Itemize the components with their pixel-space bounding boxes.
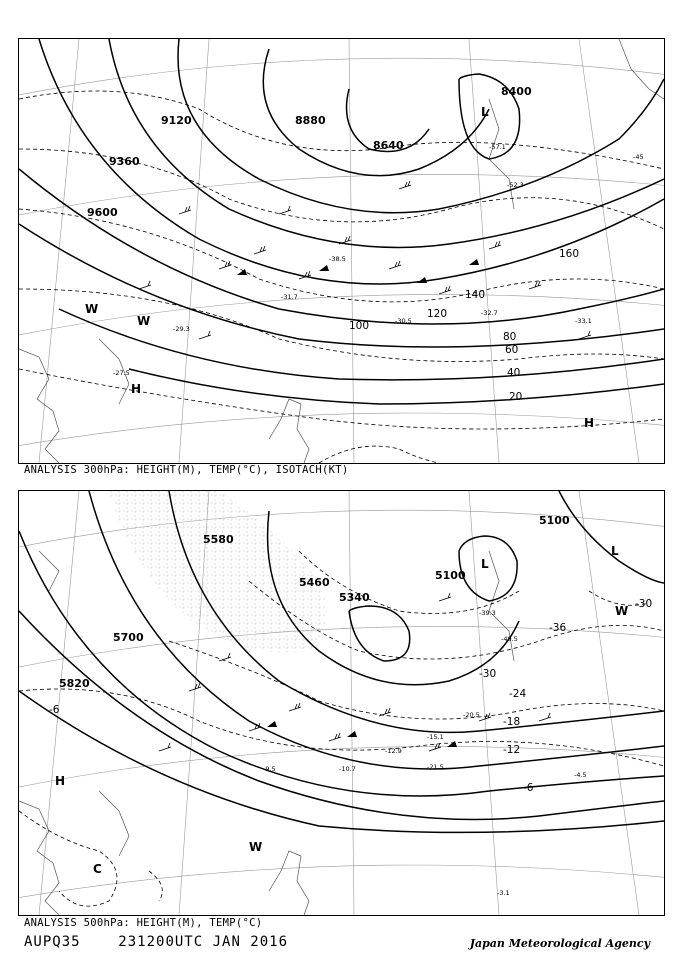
station-obs: -12.9 xyxy=(385,747,402,755)
isotach-label: 120 xyxy=(427,308,448,320)
warm-marker: W xyxy=(615,604,629,618)
station-obs: -38.5 xyxy=(329,255,346,263)
station-obs: -57.1 xyxy=(489,143,506,151)
station-obs: -40.5 xyxy=(501,635,518,643)
isotach-label: 20 xyxy=(509,391,523,403)
isotherm-label: -24 xyxy=(509,688,527,700)
chart-id: AUPQ35 xyxy=(24,934,81,950)
warm-marker: W xyxy=(249,840,263,854)
isotach-label: 100 xyxy=(349,320,370,332)
warm-marker: W xyxy=(85,302,99,316)
height-label: 5100 xyxy=(539,514,570,527)
valid-time: 231200UTC JAN 2016 xyxy=(118,934,289,950)
station-obs: -20.5 xyxy=(463,711,480,719)
panel-caption-500hpa: ANALYSIS 500hPa: HEIGHT(M), TEMP(°C) xyxy=(24,917,263,929)
isotach-label: 60 xyxy=(505,344,519,356)
height-label: 8640 xyxy=(373,139,404,152)
high-pressure-marker: H xyxy=(131,382,142,396)
warm-marker: W xyxy=(137,314,151,328)
height-label: 5580 xyxy=(203,533,234,546)
height-label: 8400 xyxy=(501,85,532,98)
hatched-region xyxy=(109,491,327,653)
low-pressure-marker: L xyxy=(481,105,489,119)
high-pressure-marker: H xyxy=(584,416,595,430)
station-obs: -4.5 xyxy=(574,771,587,779)
station-obs: -32.7 xyxy=(481,309,498,317)
height-label: 5100 xyxy=(435,569,466,582)
station-obs: -10.7 xyxy=(339,765,356,773)
station-obs: -31.7 xyxy=(281,293,298,301)
isotherm-label: -30 xyxy=(479,668,497,680)
chart-header xyxy=(24,934,288,950)
isotherm-lines xyxy=(19,91,664,463)
station-obs: -45 xyxy=(633,153,644,161)
height-label: 5700 xyxy=(113,631,144,644)
isotherm-label: -6 xyxy=(523,782,534,794)
isotach-label: 160 xyxy=(559,248,580,260)
station-obs: -27.5 xyxy=(113,369,130,377)
low-pressure-marker: L xyxy=(481,557,489,571)
height-label: 5340 xyxy=(339,591,370,604)
height-label: 5460 xyxy=(299,576,330,589)
height-label: 9600 xyxy=(87,206,118,219)
station-obs: -33.1 xyxy=(575,317,592,325)
low-pressure-marker: L xyxy=(611,544,619,558)
graticule xyxy=(19,491,664,915)
map-panel-500hpa xyxy=(18,490,665,916)
isotherm-label: -18 xyxy=(503,716,521,728)
height-label: 9120 xyxy=(161,114,192,127)
isotherm-lines xyxy=(19,551,664,906)
station-obs: -29.3 xyxy=(173,325,190,333)
isotherm-label: -30 xyxy=(635,598,653,610)
height-label: 9360 xyxy=(109,155,140,168)
station-obs: -15.1 xyxy=(427,733,444,741)
cold-marker: C xyxy=(93,862,102,876)
agency-name: Japan Meteorological Agency xyxy=(469,937,650,950)
isotach-label: 140 xyxy=(465,289,486,301)
isotach-label: 80 xyxy=(503,331,517,343)
weather-map-300hpa xyxy=(19,39,664,463)
station-obs: -3.1 xyxy=(497,889,510,897)
weather-map-500hpa xyxy=(19,491,664,915)
station-obs: -52.3 xyxy=(507,181,524,189)
panel-caption-300hpa: ANALYSIS 300hPa: HEIGHT(M), TEMP(°C), ISOTACH(KT) xyxy=(24,464,349,476)
isotherm-label: -12 xyxy=(503,744,521,756)
height-label: 8880 xyxy=(295,114,326,127)
height-label: 5820 xyxy=(59,677,90,690)
map-panel-300hpa xyxy=(18,38,665,464)
station-obs: -9.5 xyxy=(263,765,276,773)
isotherm-label: -6 xyxy=(49,704,60,716)
station-obs: -30.5 xyxy=(395,317,412,325)
station-obs: -39.3 xyxy=(479,609,496,617)
barb-pennants xyxy=(237,259,479,283)
height-contours xyxy=(19,491,664,832)
height-contours xyxy=(19,39,664,404)
high-pressure-marker: H xyxy=(55,774,66,788)
station-obs: -21.5 xyxy=(427,763,444,771)
isotach-label: 40 xyxy=(507,367,521,379)
isotherm-label: -36 xyxy=(549,622,567,634)
